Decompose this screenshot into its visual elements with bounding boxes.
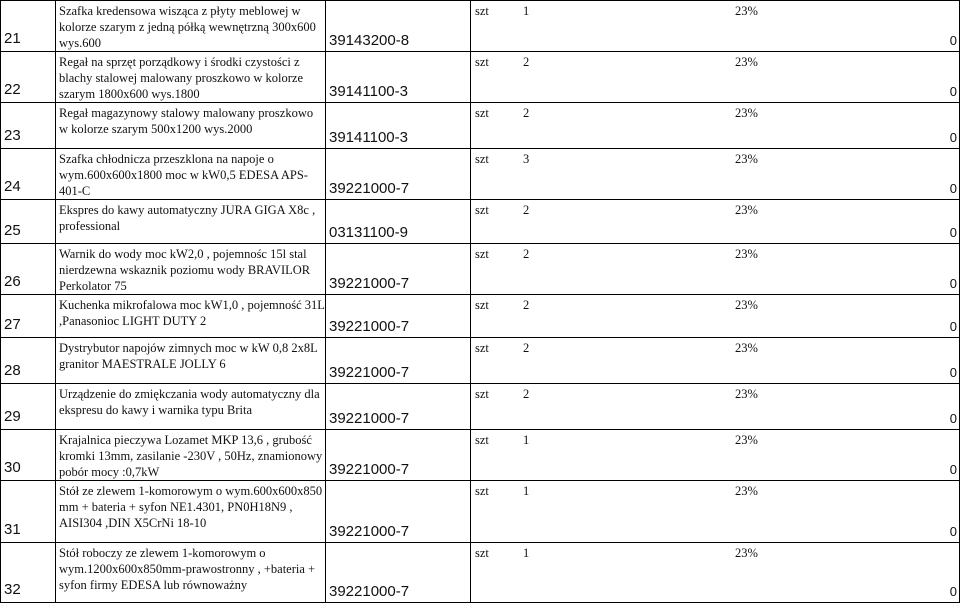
- quantity-value: 2: [523, 387, 530, 401]
- row-number: 24: [4, 178, 21, 195]
- cpv-code: 39221000-7: [329, 523, 410, 540]
- vat-rate: 23%: [735, 152, 758, 166]
- values-cell: [471, 149, 960, 200]
- code-cell: [326, 543, 471, 603]
- code-cell: [326, 200, 471, 244]
- code-cell: [326, 430, 471, 481]
- unit-label: szt: [475, 298, 489, 312]
- quantity-value: 1: [523, 484, 530, 498]
- values-cell: [471, 295, 960, 338]
- code-cell: [326, 338, 471, 384]
- quantity-value: 2: [523, 55, 530, 69]
- code-cell: [326, 384, 471, 430]
- amount-value: 0: [949, 130, 957, 145]
- cpv-code: 39221000-7: [329, 364, 410, 381]
- description-cell: [56, 103, 326, 149]
- code-cell: [326, 149, 471, 200]
- table-row: [1, 1, 960, 52]
- item-description: Szafka chłodnicza przeszklona na napoje o wym.600x600x1800 moc w kW0,5 EDESA APS-401-C: [59, 152, 308, 198]
- row-number: 22: [4, 81, 21, 98]
- values-cell: [471, 338, 960, 384]
- row-number: 26: [4, 273, 21, 290]
- table-row: [1, 103, 960, 149]
- row-number: 25: [4, 222, 21, 239]
- quantity-value: 3: [523, 152, 530, 166]
- unit-label: szt: [475, 4, 489, 18]
- description-cell: [56, 430, 326, 481]
- lp-cell: [1, 481, 56, 543]
- values-cell: [471, 384, 960, 430]
- description-cell: [56, 200, 326, 244]
- cpv-code: 39143200-8: [329, 32, 410, 49]
- table-row: [1, 543, 960, 603]
- description-cell: [56, 244, 326, 295]
- row-number: 27: [4, 316, 21, 333]
- vat-rate: 23%: [735, 341, 758, 355]
- item-description: Kuchenka mikrofalowa moc kW1,0 , pojemność 31L ,Panasonioc LIGHT DUTY 2: [59, 298, 325, 328]
- code-cell: [326, 244, 471, 295]
- table-row: [1, 430, 960, 481]
- amount-value: 0: [949, 181, 957, 196]
- vat-rate: 23%: [735, 546, 758, 560]
- row-number: 31: [4, 521, 21, 538]
- lp-cell: [1, 149, 56, 200]
- lp-cell: [1, 384, 56, 430]
- unit-label: szt: [475, 484, 489, 498]
- lp-cell: [1, 430, 56, 481]
- lp-cell: [1, 103, 56, 149]
- lp-cell: [1, 338, 56, 384]
- vat-rate: 23%: [735, 433, 758, 447]
- description-cell: [56, 543, 326, 603]
- vat-rate: 23%: [735, 484, 758, 498]
- amount-value: 0: [949, 524, 957, 539]
- items-table-body: [1, 1, 960, 603]
- cpv-code: 03131100-9: [329, 224, 408, 241]
- item-description: Szafka kredensowa wisząca z płyty meblowej w kolorze szarym z jedną półką wewnętrzną 300x600 wys.600: [59, 4, 316, 50]
- values-cell: [471, 481, 960, 543]
- table-row: [1, 149, 960, 200]
- code-cell: [326, 481, 471, 543]
- values-cell: [471, 430, 960, 481]
- item-description: Stół ze zlewem 1-komorowym o wym.600x600x850 mm + bateria + syfon NE1.4301, PN0H18N9 , AISI304 ,DIN X5CrNi 18-10: [59, 484, 323, 530]
- amount-value: 0: [949, 411, 957, 426]
- code-cell: [326, 52, 471, 103]
- unit-label: szt: [475, 152, 489, 166]
- table-row: [1, 338, 960, 384]
- lp-cell: [1, 543, 56, 603]
- unit-label: szt: [475, 546, 489, 560]
- unit-label: szt: [475, 341, 489, 355]
- item-description: Krajalnica pieczywa Lozamet MKP 13,6 , grubość kromki 13mm, zasilanie -230V , 50Hz, znamionowy pobór mocy :0,7kW: [59, 433, 323, 479]
- item-description: Dystrybutor napojów zimnych moc w kW 0,8 2x8L granitor MAESTRALE JOLLY 6: [59, 341, 318, 371]
- table-row: [1, 481, 960, 543]
- row-number: 30: [4, 459, 21, 476]
- code-cell: [326, 295, 471, 338]
- amount-value: 0: [949, 462, 957, 477]
- unit-label: szt: [475, 55, 489, 69]
- unit-label: szt: [475, 247, 489, 261]
- values-cell: [471, 543, 960, 603]
- vat-rate: 23%: [735, 4, 758, 18]
- item-description: Ekspres do kawy automatyczny JURA GIGA X8c , professional: [59, 203, 316, 233]
- quantity-value: 2: [523, 247, 530, 261]
- quantity-value: 2: [523, 106, 530, 120]
- cpv-code: 39221000-7: [329, 318, 410, 335]
- description-cell: [56, 52, 326, 103]
- values-cell: [471, 52, 960, 103]
- values-cell: [471, 244, 960, 295]
- vat-rate: 23%: [735, 203, 758, 217]
- vat-rate: 23%: [735, 387, 758, 401]
- amount-value: 0: [949, 33, 957, 48]
- code-cell: [326, 103, 471, 149]
- values-cell: [471, 1, 960, 52]
- row-number: 21: [4, 30, 21, 47]
- code-cell: [326, 1, 471, 52]
- description-cell: [56, 481, 326, 543]
- item-description: Regał magazynowy stalowy malowany proszkowo w kolorze szarym 500x1200 wys.2000: [59, 106, 314, 136]
- item-description: Warnik do wody moc kW2,0 , pojemnośc 15l stal nierdzewna wskaznik poziomu wody BRAVILOR Perkolator 75: [59, 247, 311, 293]
- amount-value: 0: [949, 584, 957, 599]
- cpv-code: 39221000-7: [329, 275, 410, 292]
- table-row: [1, 244, 960, 295]
- cpv-code: 39141100-3: [329, 83, 408, 100]
- vat-rate: 23%: [735, 55, 758, 69]
- quantity-value: 1: [523, 433, 530, 447]
- quantity-value: 1: [523, 546, 530, 560]
- unit-label: szt: [475, 106, 489, 120]
- amount-value: 0: [949, 84, 957, 99]
- cpv-code: 39221000-7: [329, 410, 410, 427]
- amount-value: 0: [949, 319, 957, 334]
- lp-cell: [1, 244, 56, 295]
- table-row: [1, 52, 960, 103]
- table-row: [1, 295, 960, 338]
- description-cell: [56, 295, 326, 338]
- amount-value: 0: [949, 276, 957, 291]
- lp-cell: [1, 1, 56, 52]
- description-cell: [56, 338, 326, 384]
- description-cell: [56, 149, 326, 200]
- lp-cell: [1, 52, 56, 103]
- vat-rate: 23%: [735, 247, 758, 261]
- amount-value: 0: [949, 225, 957, 240]
- quantity-value: 2: [523, 203, 530, 217]
- values-cell: [471, 200, 960, 244]
- table-row: [1, 200, 960, 244]
- amount-value: 0: [949, 365, 957, 380]
- values-cell: [471, 103, 960, 149]
- vat-rate: 23%: [735, 106, 758, 120]
- lp-cell: [1, 295, 56, 338]
- unit-label: szt: [475, 433, 489, 447]
- cpv-code: 39221000-7: [329, 461, 410, 478]
- table-row: [1, 384, 960, 430]
- vat-rate: 23%: [735, 298, 758, 312]
- quantity-value: 1: [523, 4, 530, 18]
- row-number: 29: [4, 408, 21, 425]
- item-description: Regał na sprzęt porządkowy i środki czystości z blachy stalowej malowany proszkowo w kolorze szarym 1800x600 wys.1800: [59, 55, 304, 101]
- row-number: 28: [4, 362, 21, 379]
- unit-label: szt: [475, 387, 489, 401]
- quantity-value: 2: [523, 341, 530, 355]
- lp-cell: [1, 200, 56, 244]
- unit-label: szt: [475, 203, 489, 217]
- item-description: Urządzenie do zmiękczania wody automatyczny dla ekspresu do kawy i warnika typu Brita: [59, 387, 320, 417]
- cpv-code: 39141100-3: [329, 129, 408, 146]
- cpv-code: 39221000-7: [329, 180, 410, 197]
- quantity-value: 2: [523, 298, 530, 312]
- cpv-code: 39221000-7: [329, 583, 410, 600]
- row-number: 32: [4, 581, 21, 598]
- description-cell: [56, 1, 326, 52]
- row-number: 23: [4, 127, 21, 144]
- item-description: Stół roboczy ze zlewem 1-komorowym o wym.1200x600x850mm-prawostronny , +bateria + syfon firmy EDESA lub równoważny: [59, 546, 316, 592]
- description-cell: [56, 384, 326, 430]
